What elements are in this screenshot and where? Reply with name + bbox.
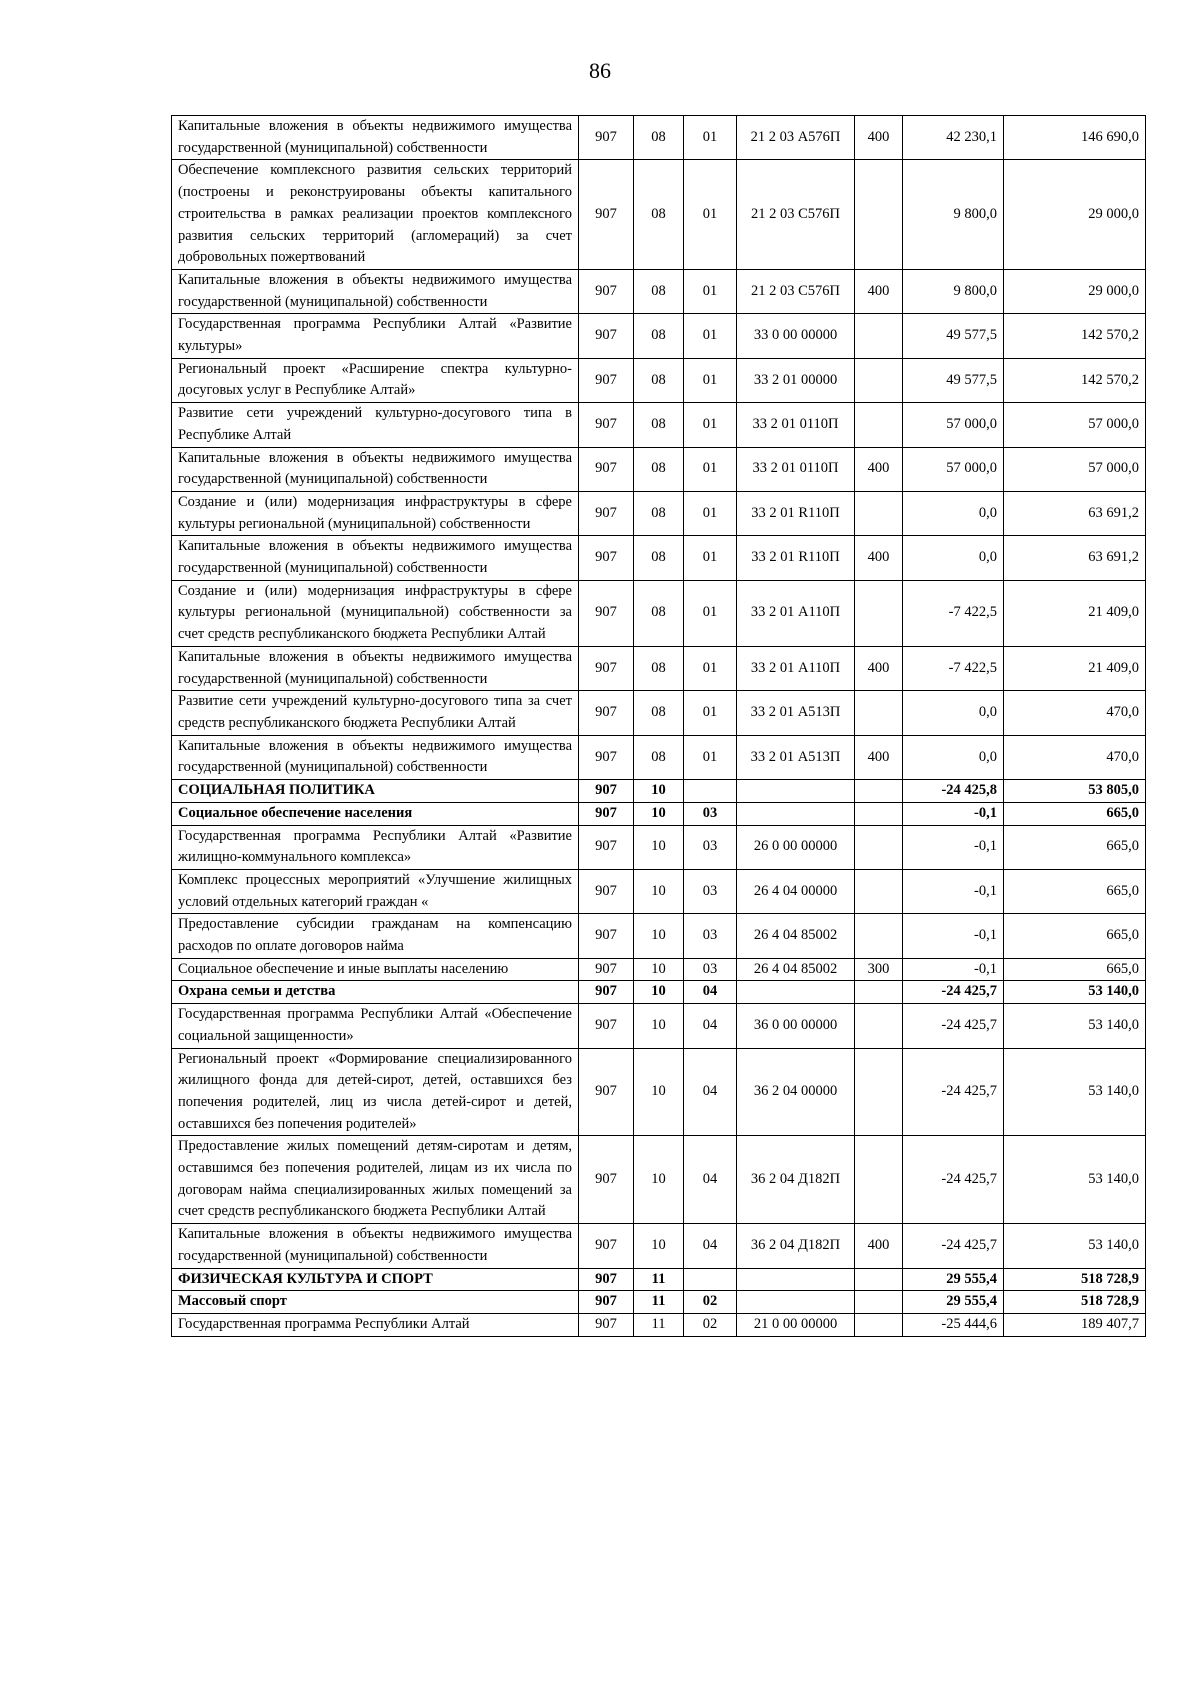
section-code: 08 <box>634 269 684 313</box>
subsection-code: 01 <box>684 447 737 491</box>
target-article-code: 26 0 00 00000 <box>737 825 855 869</box>
table-row <box>172 691 1146 735</box>
amount-total: 665,0 <box>1004 825 1146 869</box>
section-code: 10 <box>634 981 684 1004</box>
ministry-code: 907 <box>579 1136 634 1224</box>
amount-change: 29 555,4 <box>903 1291 1004 1314</box>
expense-type-code <box>855 160 903 270</box>
subsection-code <box>684 780 737 803</box>
table-row <box>172 536 1146 580</box>
ministry-code: 907 <box>579 1224 634 1268</box>
table-row <box>172 491 1146 535</box>
amount-change: 0,0 <box>903 536 1004 580</box>
subsection-code: 01 <box>684 160 737 270</box>
item-name: Капитальные вложения в объекты недвижимого имущества государственной (муниципальной) собственности <box>172 1224 579 1268</box>
ministry-code: 907 <box>579 1004 634 1048</box>
expense-type-code <box>855 802 903 825</box>
section-code: 10 <box>634 802 684 825</box>
expense-type-code <box>855 491 903 535</box>
subsection-code: 03 <box>684 802 737 825</box>
target-article-code: 33 2 01 R110П <box>737 536 855 580</box>
amount-total: 146 690,0 <box>1004 116 1146 160</box>
amount-total: 665,0 <box>1004 802 1146 825</box>
ministry-code: 907 <box>579 914 634 958</box>
amount-change: -25 444,6 <box>903 1313 1004 1336</box>
section-code: 08 <box>634 735 684 779</box>
ministry-code: 907 <box>579 825 634 869</box>
expense-type-code <box>855 580 903 646</box>
expense-type-code: 400 <box>855 646 903 690</box>
amount-total: 470,0 <box>1004 735 1146 779</box>
section-code: 10 <box>634 1224 684 1268</box>
amount-change: 0,0 <box>903 491 1004 535</box>
amount-total: 21 409,0 <box>1004 646 1146 690</box>
target-article-code: 33 2 01 00000 <box>737 358 855 402</box>
expense-type-code <box>855 1004 903 1048</box>
subsection-code: 01 <box>684 269 737 313</box>
target-article-code: 26 4 04 85002 <box>737 958 855 981</box>
expense-type-code <box>855 780 903 803</box>
target-article-code: 33 2 01 А110П <box>737 580 855 646</box>
ministry-code: 907 <box>579 802 634 825</box>
expense-type-code <box>855 403 903 447</box>
amount-change: 57 000,0 <box>903 403 1004 447</box>
target-article-code <box>737 1291 855 1314</box>
section-code: 08 <box>634 536 684 580</box>
subsection-code: 01 <box>684 314 737 358</box>
target-article-code: 36 2 04 Д182П <box>737 1136 855 1224</box>
target-article-code <box>737 1268 855 1291</box>
expense-type-code: 300 <box>855 958 903 981</box>
target-article-code: 36 2 04 00000 <box>737 1048 855 1136</box>
amount-total: 57 000,0 <box>1004 447 1146 491</box>
subsection-code: 01 <box>684 735 737 779</box>
ministry-code: 907 <box>579 314 634 358</box>
ministry-code: 907 <box>579 691 634 735</box>
table-row <box>172 802 1146 825</box>
item-name: Комплекс процессных мероприятий «Улучшение жилищных условий отдельных категорий граждан « <box>172 869 579 913</box>
subsection-code: 01 <box>684 536 737 580</box>
amount-change: -0,1 <box>903 825 1004 869</box>
expense-type-code <box>855 981 903 1004</box>
table-row <box>172 780 1146 803</box>
ministry-code: 907 <box>579 358 634 402</box>
ministry-code: 907 <box>579 981 634 1004</box>
table-row <box>172 580 1146 646</box>
table-row <box>172 981 1146 1004</box>
amount-total: 53 805,0 <box>1004 780 1146 803</box>
section-code: 08 <box>634 447 684 491</box>
amount-total: 665,0 <box>1004 914 1146 958</box>
expense-type-code <box>855 314 903 358</box>
subsection-code: 01 <box>684 116 737 160</box>
item-name: Региональный проект «Формирование специализированного жилищного фонда для детей-сирот, детей, оставшихся без попечения родителей, лиц из числа детей-сирот и детей, оставшихся без попечения родителей» <box>172 1048 579 1136</box>
amount-total: 142 570,2 <box>1004 314 1146 358</box>
amount-change: -0,1 <box>903 914 1004 958</box>
table-row <box>172 314 1146 358</box>
subsection-code: 04 <box>684 1048 737 1136</box>
amount-total: 53 140,0 <box>1004 1136 1146 1224</box>
expense-type-code <box>855 825 903 869</box>
section-code: 08 <box>634 314 684 358</box>
table-row <box>172 1136 1146 1224</box>
ministry-code: 907 <box>579 1268 634 1291</box>
item-name: Предоставление жилых помещений детям-сиротам и детям, оставшимся без попечения родителей, лицам из их числа по договорам найма специализированных жилых помещений за счет средств республиканского бюджета Республики Алтай <box>172 1136 579 1224</box>
subsection-code: 03 <box>684 958 737 981</box>
amount-total: 518 728,9 <box>1004 1268 1146 1291</box>
amount-change: 42 230,1 <box>903 116 1004 160</box>
subsection-code: 01 <box>684 403 737 447</box>
ministry-code: 907 <box>579 1313 634 1336</box>
amount-total: 53 140,0 <box>1004 981 1146 1004</box>
amount-change: -24 425,7 <box>903 1136 1004 1224</box>
table-row <box>172 735 1146 779</box>
amount-change: 9 800,0 <box>903 269 1004 313</box>
subsection-code: 03 <box>684 914 737 958</box>
amount-total: 57 000,0 <box>1004 403 1146 447</box>
amount-change: -0,1 <box>903 958 1004 981</box>
amount-change: -0,1 <box>903 802 1004 825</box>
ministry-code: 907 <box>579 160 634 270</box>
amount-total: 63 691,2 <box>1004 536 1146 580</box>
amount-total: 665,0 <box>1004 869 1146 913</box>
target-article-code: 21 0 00 00000 <box>737 1313 855 1336</box>
amount-total: 21 409,0 <box>1004 580 1146 646</box>
ministry-code: 907 <box>579 403 634 447</box>
target-article-code <box>737 981 855 1004</box>
ministry-code: 907 <box>579 580 634 646</box>
ministry-code: 907 <box>579 116 634 160</box>
amount-total: 665,0 <box>1004 958 1146 981</box>
ministry-code: 907 <box>579 780 634 803</box>
amount-total: 63 691,2 <box>1004 491 1146 535</box>
page-number: 86 <box>589 58 611 83</box>
section-code: 10 <box>634 825 684 869</box>
table-row <box>172 1048 1146 1136</box>
expense-type-code <box>855 1291 903 1314</box>
amount-change: 9 800,0 <box>903 160 1004 270</box>
amount-total: 518 728,9 <box>1004 1291 1146 1314</box>
target-article-code: 21 2 03 С576П <box>737 160 855 270</box>
expense-type-code: 400 <box>855 1224 903 1268</box>
item-name: Развитие сети учреждений культурно-досугового типа в Республике Алтай <box>172 403 579 447</box>
amount-change: -24 425,7 <box>903 981 1004 1004</box>
table-row <box>172 646 1146 690</box>
amount-total: 470,0 <box>1004 691 1146 735</box>
item-name: Социальное обеспечение и иные выплаты населению <box>172 958 579 981</box>
item-name: Социальное обеспечение населения <box>172 802 579 825</box>
target-article-code: 33 2 01 R110П <box>737 491 855 535</box>
expense-type-code <box>855 1048 903 1136</box>
section-code: 10 <box>634 780 684 803</box>
item-name: Капитальные вложения в объекты недвижимого имущества государственной (муниципальной) собственности <box>172 447 579 491</box>
target-article-code: 33 2 01 0110П <box>737 403 855 447</box>
amount-total: 142 570,2 <box>1004 358 1146 402</box>
target-article-code: 36 0 00 00000 <box>737 1004 855 1048</box>
target-article-code: 33 2 01 А513П <box>737 691 855 735</box>
section-code: 10 <box>634 1004 684 1048</box>
section-code: 11 <box>634 1268 684 1291</box>
expense-type-code <box>855 1313 903 1336</box>
subsection-code: 03 <box>684 825 737 869</box>
target-article-code: 21 2 03 С576П <box>737 269 855 313</box>
section-code: 08 <box>634 646 684 690</box>
expense-type-code <box>855 869 903 913</box>
amount-change: -7 422,5 <box>903 646 1004 690</box>
subsection-code: 02 <box>684 1291 737 1314</box>
ministry-code: 907 <box>579 491 634 535</box>
amount-change: 0,0 <box>903 735 1004 779</box>
amount-change: -7 422,5 <box>903 580 1004 646</box>
amount-change: 49 577,5 <box>903 314 1004 358</box>
amount-change: -0,1 <box>903 869 1004 913</box>
ministry-code: 907 <box>579 869 634 913</box>
item-name: Государственная программа Республики Алтай <box>172 1313 579 1336</box>
amount-change: 29 555,4 <box>903 1268 1004 1291</box>
subsection-code: 04 <box>684 981 737 1004</box>
expense-type-code <box>855 1136 903 1224</box>
subsection-code <box>684 1268 737 1291</box>
item-name: ФИЗИЧЕСКАЯ КУЛЬТУРА И СПОРТ <box>172 1268 579 1291</box>
table-row <box>172 1291 1146 1314</box>
table-row <box>172 1224 1146 1268</box>
amount-change: -24 425,7 <box>903 1048 1004 1136</box>
subsection-code: 04 <box>684 1224 737 1268</box>
target-article-code: 33 0 00 00000 <box>737 314 855 358</box>
item-name: Капитальные вложения в объекты недвижимого имущества государственной (муниципальной) собственности <box>172 116 579 160</box>
item-name: Капитальные вложения в объекты недвижимого имущества государственной (муниципальной) собственности <box>172 269 579 313</box>
section-code: 08 <box>634 580 684 646</box>
item-name: Капитальные вложения в объекты недвижимого имущества государственной (муниципальной) собственности <box>172 646 579 690</box>
target-article-code: 26 4 04 85002 <box>737 914 855 958</box>
amount-change: -24 425,7 <box>903 1004 1004 1048</box>
item-name: Создание и (или) модернизация инфраструктуры в сфере культуры региональной (муниципальной) собственности <box>172 491 579 535</box>
table-row <box>172 958 1146 981</box>
subsection-code: 01 <box>684 646 737 690</box>
subsection-code: 04 <box>684 1004 737 1048</box>
target-article-code: 26 4 04 00000 <box>737 869 855 913</box>
table-row <box>172 269 1146 313</box>
section-code: 08 <box>634 491 684 535</box>
ministry-code: 907 <box>579 1048 634 1136</box>
target-article-code: 33 2 01 А513П <box>737 735 855 779</box>
expense-type-code: 400 <box>855 269 903 313</box>
ministry-code: 907 <box>579 269 634 313</box>
section-code: 11 <box>634 1291 684 1314</box>
section-code: 10 <box>634 958 684 981</box>
table-row <box>172 1004 1146 1048</box>
target-article-code: 36 2 04 Д182П <box>737 1224 855 1268</box>
budget-table-body <box>172 116 1146 1337</box>
subsection-code: 01 <box>684 580 737 646</box>
item-name: Предоставление субсидии гражданам на компенсацию расходов по оплате договоров найма <box>172 914 579 958</box>
target-article-code: 33 2 01 А110П <box>737 646 855 690</box>
item-name: Массовый спорт <box>172 1291 579 1314</box>
section-code: 10 <box>634 1048 684 1136</box>
amount-total: 53 140,0 <box>1004 1004 1146 1048</box>
item-name: Развитие сети учреждений культурно-досугового типа за счет средств республиканского бюджета Республики Алтай <box>172 691 579 735</box>
amount-change: 57 000,0 <box>903 447 1004 491</box>
expense-type-code <box>855 691 903 735</box>
amount-change: -24 425,8 <box>903 780 1004 803</box>
amount-total: 189 407,7 <box>1004 1313 1146 1336</box>
subsection-code: 01 <box>684 691 737 735</box>
table-row <box>172 116 1146 160</box>
item-name: Региональный проект «Расширение спектра культурно-досуговых услуг в Республике Алтай» <box>172 358 579 402</box>
expense-type-code: 400 <box>855 536 903 580</box>
item-name: Охрана семьи и детства <box>172 981 579 1004</box>
ministry-code: 907 <box>579 958 634 981</box>
amount-total: 53 140,0 <box>1004 1224 1146 1268</box>
table-row <box>172 1313 1146 1336</box>
ministry-code: 907 <box>579 646 634 690</box>
section-code: 08 <box>634 358 684 402</box>
expense-type-code <box>855 1268 903 1291</box>
ministry-code: 907 <box>579 735 634 779</box>
amount-total: 29 000,0 <box>1004 160 1146 270</box>
section-code: 10 <box>634 1136 684 1224</box>
expense-type-code: 400 <box>855 116 903 160</box>
target-article-code: 21 2 03 А576П <box>737 116 855 160</box>
ministry-code: 907 <box>579 1291 634 1314</box>
target-article-code: 33 2 01 0110П <box>737 447 855 491</box>
item-name: Обеспечение комплексного развития сельских территорий (построены и реконструированы объекты капитального строительства в рамках реализации проектов комплексного развития сельских территорий (агломераций) за счет добровольных пожертвований <box>172 160 579 270</box>
table-row <box>172 825 1146 869</box>
amount-change: 0,0 <box>903 691 1004 735</box>
expense-type-code <box>855 914 903 958</box>
section-code: 08 <box>634 160 684 270</box>
expense-type-code <box>855 358 903 402</box>
amount-total: 53 140,0 <box>1004 1048 1146 1136</box>
item-name: Государственная программа Республики Алтай «Развитие культуры» <box>172 314 579 358</box>
table-row <box>172 1268 1146 1291</box>
expense-type-code: 400 <box>855 735 903 779</box>
table-row <box>172 914 1146 958</box>
section-code: 11 <box>634 1313 684 1336</box>
section-code: 10 <box>634 914 684 958</box>
ministry-code: 907 <box>579 447 634 491</box>
subsection-code: 01 <box>684 491 737 535</box>
item-name: Государственная программа Республики Алтай «Развитие жилищно-коммунального комплекса» <box>172 825 579 869</box>
amount-change: -24 425,7 <box>903 1224 1004 1268</box>
subsection-code: 02 <box>684 1313 737 1336</box>
item-name: Государственная программа Республики Алтай «Обеспечение социальной защищенности» <box>172 1004 579 1048</box>
amount-total: 29 000,0 <box>1004 269 1146 313</box>
item-name: Капитальные вложения в объекты недвижимого имущества государственной (муниципальной) собственности <box>172 536 579 580</box>
expense-type-code: 400 <box>855 447 903 491</box>
table-row <box>172 869 1146 913</box>
amount-change: 49 577,5 <box>903 358 1004 402</box>
item-name: Создание и (или) модернизация инфраструктуры в сфере культуры региональной (муниципальной) собственности за счет средств республиканского бюджета Республики Алтай <box>172 580 579 646</box>
section-code: 08 <box>634 691 684 735</box>
item-name: СОЦИАЛЬНАЯ ПОЛИТИКА <box>172 780 579 803</box>
table-row <box>172 403 1146 447</box>
table-row <box>172 447 1146 491</box>
budget-table <box>171 115 1146 1337</box>
table-row <box>172 358 1146 402</box>
subsection-code: 03 <box>684 869 737 913</box>
section-code: 08 <box>634 116 684 160</box>
item-name: Капитальные вложения в объекты недвижимого имущества государственной (муниципальной) собственности <box>172 735 579 779</box>
section-code: 10 <box>634 869 684 913</box>
table-row <box>172 160 1146 270</box>
ministry-code: 907 <box>579 536 634 580</box>
section-code: 08 <box>634 403 684 447</box>
subsection-code: 01 <box>684 358 737 402</box>
subsection-code: 04 <box>684 1136 737 1224</box>
target-article-code <box>737 802 855 825</box>
target-article-code <box>737 780 855 803</box>
